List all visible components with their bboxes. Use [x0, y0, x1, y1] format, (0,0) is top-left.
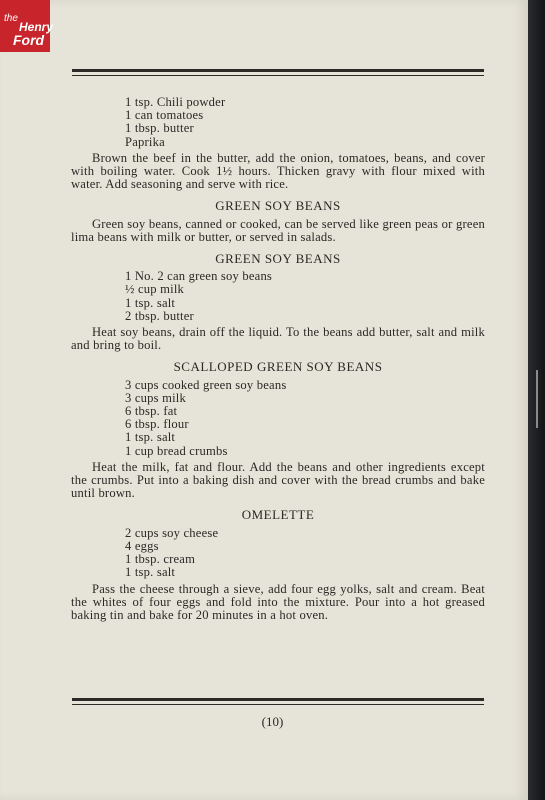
recipe-content — [71, 96, 485, 622]
logo-henry: Henry — [19, 20, 54, 34]
ingredient-item: 6 tbsp. fat — [125, 404, 178, 419]
ingredient-item: 2 tbsp. butter — [125, 308, 194, 323]
ingredient-item: 1 tsp. salt — [125, 295, 176, 310]
ingredient-item: 1 No. 2 can green soy beans — [125, 269, 273, 284]
green-soy-beans-2-ingredient-list — [125, 270, 485, 323]
margin-mark — [536, 370, 538, 428]
scalloped-ingredient-list — [125, 379, 485, 458]
recipe-title-green-soy-beans-1: GREEN SOY BEANS — [215, 198, 341, 214]
ingredient-item: ½ cup milk — [125, 282, 185, 297]
recipe-title-scalloped: SCALLOPED GREEN SOY BEANS — [173, 359, 383, 375]
ingredient-item: 6 tbsp. flour — [125, 417, 189, 432]
intro-instructions: Brown the beef in the butter, add the onion, tomatoes, beans, and cover with boiling water. Cook 1½ hours. Thicken gravy with flour mixed with water. Add seasoning and serve with rice. — [71, 150, 485, 192]
logo-the: the — [4, 13, 18, 24]
ingredient-item: 1 tsp. salt — [125, 430, 176, 445]
recipe-title-omelette: OMELETTE — [241, 507, 315, 523]
ingredient-item: 1 tbsp. butter — [125, 121, 194, 136]
ingredient-item: 1 tbsp. cream — [125, 552, 196, 567]
bottom-rule-thick — [72, 698, 484, 701]
page-number: (10) — [261, 714, 284, 729]
ingredient-item: 4 eggs — [125, 538, 159, 553]
scalloped-instructions: Heat the milk, fat and flour. Add the beans and other ingredients except the crumbs. Put into a baking dish and cover with the bread crumbs and bake until brown. — [71, 459, 485, 501]
bottom-rule-thin — [72, 704, 484, 705]
green-soy-beans-1-instructions: Green soy beans, canned or cooked, can be served like green peas or green lima beans with milk or butter, or served in salads. — [71, 216, 485, 244]
intro-ingredient-list — [125, 96, 485, 149]
recipe-title-green-soy-beans-2: GREEN SOY BEANS — [215, 251, 341, 267]
henry-ford-logo — [0, 0, 54, 52]
logo-ford: Ford — [13, 32, 45, 48]
ingredient-item: 1 can tomatoes — [125, 108, 204, 123]
ingredient-item: 1 tsp. Chili powder — [125, 95, 226, 109]
ingredient-item: Paprika — [125, 134, 165, 149]
omelette-instructions: Pass the cheese through a sieve, add four egg yolks, salt and cream. Beat the whites of four eggs and fold into the mixture. Pour into a hot greased baking tin and bake for 20 minutes in a hot oven. — [71, 581, 485, 622]
ingredient-item: 1 tsp. salt — [125, 565, 176, 580]
ingredient-item: 3 cups milk — [125, 390, 186, 405]
green-soy-beans-2-instructions: Heat soy beans, drain off the liquid. To the beans add butter, salt and milk and bring to boil. — [71, 325, 485, 353]
ingredient-item: 1 cup bread crumbs — [125, 443, 228, 458]
top-rule-thick — [72, 69, 484, 72]
ingredient-item: 2 cups soy cheese — [125, 525, 219, 540]
top-rule-thin — [72, 75, 484, 76]
omelette-ingredient-list — [125, 527, 485, 580]
ingredient-item: 3 cups cooked green soy beans — [125, 377, 287, 392]
